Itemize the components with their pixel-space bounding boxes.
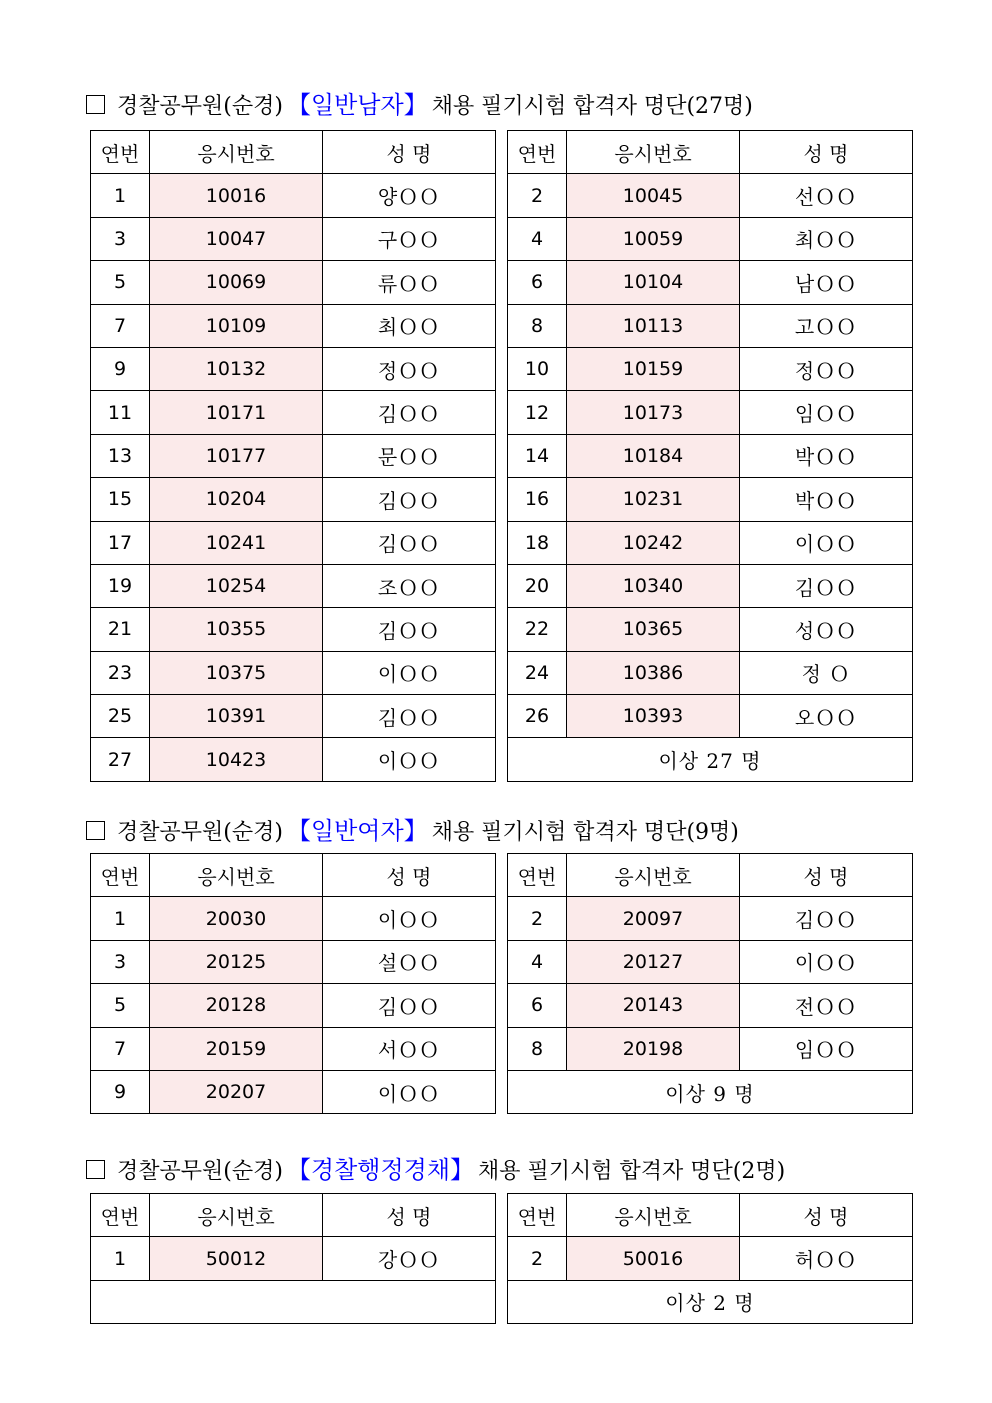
cell-no: 1 (91, 174, 150, 217)
header-no: 연번 (91, 131, 150, 174)
header-reg-number: 응시번호 (150, 131, 323, 174)
cell-reg-number: 10047 (150, 217, 323, 260)
cell-no: 15 (91, 478, 150, 521)
column-gap (496, 347, 508, 390)
header-no: 연번 (91, 854, 150, 897)
cell-name: 이ＯＯ (740, 521, 913, 564)
cell-no: 11 (91, 391, 150, 434)
table-row (91, 217, 913, 260)
table-row (91, 261, 913, 304)
cell-no: 1 (91, 897, 150, 940)
column-gap (496, 217, 508, 260)
cell-no: 23 (91, 651, 150, 694)
cell-name: 김ＯＯ (323, 478, 496, 521)
table-row (91, 1237, 913, 1280)
cell-name: 임ＯＯ (740, 1027, 913, 1070)
header-reg-number: 응시번호 (567, 131, 740, 174)
cell-reg-number: 10016 (150, 174, 323, 217)
empty-cell (91, 1280, 496, 1323)
header-name: 성 명 (323, 854, 496, 897)
cell-reg-number: 20097 (567, 897, 740, 940)
cell-reg-number: 20143 (567, 984, 740, 1027)
header-reg-number: 응시번호 (567, 854, 740, 897)
cell-reg-number: 10104 (567, 261, 740, 304)
header-no: 연번 (508, 854, 567, 897)
cell-reg-number: 10159 (567, 347, 740, 390)
header-name: 성 명 (740, 131, 913, 174)
cell-no: 13 (91, 434, 150, 477)
cell-reg-number: 20127 (567, 940, 740, 983)
column-gap (496, 478, 508, 521)
cell-name: 성ＯＯ (740, 608, 913, 651)
header-reg-number: 응시번호 (150, 854, 323, 897)
column-gap (496, 174, 508, 217)
cell-name: 임ＯＯ (740, 391, 913, 434)
table-row (91, 347, 913, 390)
column-gap (496, 854, 508, 897)
cell-reg-number: 10391 (150, 695, 323, 738)
title-prefix: 경찰공무원(순경) (117, 94, 283, 119)
cell-name: 이ＯＯ (740, 940, 913, 983)
cell-name: 이ＯＯ (323, 1070, 496, 1113)
column-gap (496, 391, 508, 434)
cell-name: 문ＯＯ (323, 434, 496, 477)
cell-name: 강ＯＯ (323, 1237, 496, 1280)
cell-reg-number: 10109 (150, 304, 323, 347)
cell-reg-number: 10241 (150, 521, 323, 564)
table-row (91, 1027, 913, 1070)
column-gap (496, 131, 508, 174)
cell-no: 26 (508, 695, 567, 738)
column-gap (496, 1070, 508, 1113)
total-count: 이상 27 명 (508, 738, 913, 781)
cell-no: 2 (508, 1237, 567, 1280)
column-gap (496, 897, 508, 940)
cell-reg-number: 10132 (150, 347, 323, 390)
table-row (91, 434, 913, 477)
section-title-general-male (86, 90, 753, 122)
cell-name: 최ＯＯ (323, 304, 496, 347)
checkbox-square-icon (86, 1160, 105, 1179)
section-title-general-female (86, 816, 739, 848)
cell-name: 김ＯＯ (323, 695, 496, 738)
header-name: 성 명 (740, 1194, 913, 1237)
cell-no: 5 (91, 984, 150, 1027)
column-gap (496, 304, 508, 347)
cell-no: 7 (91, 1027, 150, 1070)
header-name: 성 명 (740, 854, 913, 897)
title-prefix: 경찰공무원(순경) (117, 1159, 283, 1184)
cell-reg-number: 10113 (567, 304, 740, 347)
header-row (91, 854, 913, 897)
cell-name: 김ＯＯ (323, 391, 496, 434)
column-gap (496, 695, 508, 738)
cell-name: 선ＯＯ (740, 174, 913, 217)
table-row (91, 304, 913, 347)
title-category: 【일반여자】 (286, 817, 428, 845)
column-gap (496, 738, 508, 781)
cell-no: 5 (91, 261, 150, 304)
cell-reg-number: 10204 (150, 478, 323, 521)
cell-no: 9 (91, 1070, 150, 1113)
column-gap (496, 608, 508, 651)
cell-name: 양ＯＯ (323, 174, 496, 217)
cell-name: 오ＯＯ (740, 695, 913, 738)
cell-reg-number: 20128 (150, 984, 323, 1027)
table-row (91, 608, 913, 651)
column-gap (496, 651, 508, 694)
roster-table-general-male (90, 130, 913, 782)
header-name: 성 명 (323, 1194, 496, 1237)
cell-reg-number: 10045 (567, 174, 740, 217)
cell-reg-number: 20207 (150, 1070, 323, 1113)
title-suffix: 채용 필기시험 합격자 명단(2명) (478, 1159, 786, 1184)
roster-table-general-female (90, 853, 913, 1114)
cell-name: 정ＯＯ (740, 347, 913, 390)
cell-reg-number: 20030 (150, 897, 323, 940)
cell-reg-number: 10231 (567, 478, 740, 521)
column-gap (496, 1194, 508, 1237)
cell-reg-number: 50016 (567, 1237, 740, 1280)
column-gap (496, 1280, 508, 1323)
cell-no: 14 (508, 434, 567, 477)
header-row (91, 1194, 913, 1237)
cell-no: 17 (91, 521, 150, 564)
title-category: 【경찰행정경채】 (286, 1156, 475, 1184)
table-row (91, 940, 913, 983)
section-title-police-admin (86, 1155, 785, 1187)
cell-name: 류ＯＯ (323, 261, 496, 304)
title-suffix: 채용 필기시험 합격자 명단(27명) (431, 94, 753, 119)
cell-name: 김ＯＯ (740, 564, 913, 607)
cell-no: 27 (91, 738, 150, 781)
cell-reg-number: 50012 (150, 1237, 323, 1280)
table-row (91, 897, 913, 940)
cell-no: 10 (508, 347, 567, 390)
column-gap (496, 434, 508, 477)
column-gap (496, 261, 508, 304)
cell-no: 2 (508, 897, 567, 940)
cell-no: 2 (508, 174, 567, 217)
cell-name: 구ＯＯ (323, 217, 496, 260)
table-row (91, 564, 913, 607)
cell-name: 박ＯＯ (740, 434, 913, 477)
cell-reg-number: 10254 (150, 564, 323, 607)
table-row (91, 984, 913, 1027)
cell-reg-number: 10393 (567, 695, 740, 738)
cell-name: 조ＯＯ (323, 564, 496, 607)
cell-reg-number: 10355 (150, 608, 323, 651)
cell-name: 허ＯＯ (740, 1237, 913, 1280)
cell-name: 박ＯＯ (740, 478, 913, 521)
header-row (91, 131, 913, 174)
header-no: 연번 (508, 1194, 567, 1237)
column-gap (496, 940, 508, 983)
cell-name: 이ＯＯ (323, 738, 496, 781)
cell-no: 16 (508, 478, 567, 521)
cell-name: 남ＯＯ (740, 261, 913, 304)
title-category: 【일반남자】 (286, 91, 428, 119)
total-count: 이상 2 명 (508, 1280, 913, 1323)
header-reg-number: 응시번호 (567, 1194, 740, 1237)
cell-name: 전ＯＯ (740, 984, 913, 1027)
cell-name: 최ＯＯ (740, 217, 913, 260)
table-row (91, 1280, 913, 1323)
cell-no: 21 (91, 608, 150, 651)
table-row (91, 478, 913, 521)
cell-name: 김ＯＯ (323, 984, 496, 1027)
cell-name: 설ＯＯ (323, 940, 496, 983)
cell-no: 6 (508, 261, 567, 304)
cell-no: 24 (508, 651, 567, 694)
cell-reg-number: 10423 (150, 738, 323, 781)
cell-name: 이ＯＯ (323, 651, 496, 694)
cell-reg-number: 10365 (567, 608, 740, 651)
cell-name: 정ＯＯ (323, 347, 496, 390)
cell-reg-number: 20198 (567, 1027, 740, 1070)
cell-reg-number: 10242 (567, 521, 740, 564)
cell-no: 18 (508, 521, 567, 564)
cell-reg-number: 10171 (150, 391, 323, 434)
cell-no: 1 (91, 1237, 150, 1280)
cell-name: 서ＯＯ (323, 1027, 496, 1070)
cell-reg-number: 10340 (567, 564, 740, 607)
cell-reg-number: 10059 (567, 217, 740, 260)
cell-reg-number: 20159 (150, 1027, 323, 1070)
cell-name: 김ＯＯ (740, 897, 913, 940)
cell-no: 8 (508, 1027, 567, 1070)
cell-reg-number: 10069 (150, 261, 323, 304)
column-gap (496, 521, 508, 564)
cell-no: 8 (508, 304, 567, 347)
cell-no: 7 (91, 304, 150, 347)
roster-table-police-admin (90, 1193, 913, 1324)
cell-reg-number: 20125 (150, 940, 323, 983)
cell-no: 12 (508, 391, 567, 434)
cell-reg-number: 10386 (567, 651, 740, 694)
table-row (91, 174, 913, 217)
title-prefix: 경찰공무원(순경) (117, 820, 283, 845)
cell-reg-number: 10184 (567, 434, 740, 477)
table-row (91, 651, 913, 694)
cell-no: 4 (508, 940, 567, 983)
checkbox-square-icon (86, 95, 105, 114)
cell-no: 25 (91, 695, 150, 738)
header-no: 연번 (508, 131, 567, 174)
table-row (91, 1070, 913, 1113)
title-suffix: 채용 필기시험 합격자 명단(9명) (431, 820, 739, 845)
cell-no: 22 (508, 608, 567, 651)
cell-no: 9 (91, 347, 150, 390)
cell-name: 정 Ｏ (740, 651, 913, 694)
cell-no: 3 (91, 940, 150, 983)
cell-no: 19 (91, 564, 150, 607)
header-name: 성 명 (323, 131, 496, 174)
header-reg-number: 응시번호 (150, 1194, 323, 1237)
table-row (91, 391, 913, 434)
cell-reg-number: 10173 (567, 391, 740, 434)
table-row (91, 695, 913, 738)
column-gap (496, 1027, 508, 1070)
table-row (91, 738, 913, 781)
column-gap (496, 564, 508, 607)
cell-reg-number: 10177 (150, 434, 323, 477)
cell-no: 20 (508, 564, 567, 607)
column-gap (496, 1237, 508, 1280)
table-row (91, 521, 913, 564)
cell-reg-number: 10375 (150, 651, 323, 694)
cell-name: 이ＯＯ (323, 897, 496, 940)
cell-name: 김ＯＯ (323, 608, 496, 651)
cell-no: 6 (508, 984, 567, 1027)
total-count: 이상 9 명 (508, 1070, 913, 1113)
checkbox-square-icon (86, 821, 105, 840)
header-no: 연번 (91, 1194, 150, 1237)
cell-no: 3 (91, 217, 150, 260)
cell-name: 김ＯＯ (323, 521, 496, 564)
column-gap (496, 984, 508, 1027)
cell-no: 4 (508, 217, 567, 260)
cell-name: 고ＯＯ (740, 304, 913, 347)
